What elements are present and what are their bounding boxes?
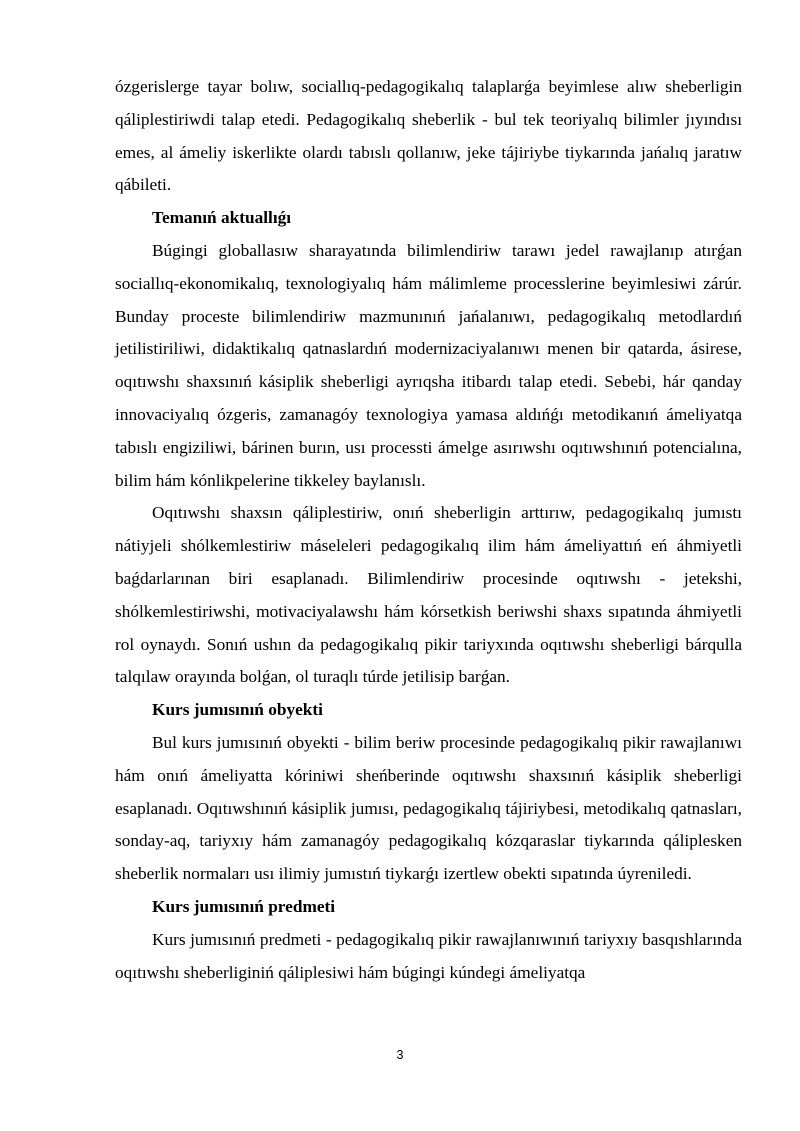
page-number: 3 — [396, 1048, 404, 1062]
paragraph-intro: ózgerislerge tayar bolıw, sociallıq-pedagogikalıq talaplarǵa beyimlesе alıw sheberligin qáliplestiriwdi talap etedi. Pedagogikalıq sheberlik - bul tek teoriyalıq bilimler jıyındısı emes, al ámeliy iskerlikte olardı tabıslı qollanıw, jeke tájiriybe tiykarında jańalıq jaratıw qábileti. — [115, 77, 742, 195]
document-body — [115, 71, 742, 989]
paragraph-object: Bul kurs jumısınıń obyekti - bilim beriw procesinde pedagogikalıq pikir rawajlanıwı hám onıń ámeliyatta kóriniwi sheńberinde oqıtıwshı shaxsınıń kásiplik sheberligi esaplanadı. Oqıtıwshınıń kásiplik jumısı, pedagogikalıq tájiriybesi, metodikalıq qatnasları, sonday-aq, tariyxıy hám zamanagóy pedagogikalıq kózqaraslar tiykarında qáliplesken sheberlik normaları usı ilimiy jumıstıń tiykarǵı izertlew obekti sıpatında úyreniledi. — [115, 732, 742, 884]
paragraph-actuality-2: Oqıtıwshı shaxsın qáliplestiriw, onıń sheberligin arttırıw, pedagogikalıq jumıstı nátiyjeli shólkemlestiriw máseleleri pedagogikalıq ilim hám ámeliyattıń eń áhmiyetli baǵdarlarınan biri esaplanadı. Bilimlendiriw procesinde oqıtıwshı - jetekshi, shólkemlestiriwshi, motivaciyalawshı hám kórsetkish beriwshi shaxs sıpatında áhmiyetli rol oynaydı. Sonıń ushın da pedagogikalıq pikir tariyxında oqıtıwshı sheberligi bárqulla talqılaw orayında bolǵan, ol turaqlı túrde jetilisip barǵan. — [115, 503, 742, 687]
heading-actuality: Temanıń aktuallıǵı — [152, 208, 292, 228]
paragraph-subject: Kurs jumısınıń predmeti - pedagogikalıq pikir rawajlanıwınıń tariyxıy basqıshlarında oqıtıwshı sheberliginiń qáliplesiwi hám búgingi kúndegi ámeliyatqa — [115, 929, 742, 982]
heading-subject: Kurs jumısınıń predmeti — [152, 896, 336, 916]
paragraph-actuality-1: Búgingi globallasıw sharayatında bilimlendiriw tarawı jedel rawajlanıp atırǵan sociallıq-ekonomikalıq, texnologiyalıq hám málimleme processlerine beyimlesiwi zárúr. Bunday proceste bilimlendiriw mazmunınıń jańalanıwı, pedagogikalıq metodlardıń jetilistiriliwi, didaktikalıq qatnaslardıń modernizaciyalanıwı menen bir qatarda, ásirese, oqıtıwshı shaxsınıń kásiplik sheberligi ayrıqsha itibardı talap etedi. Sebebi, hár qanday innovaciyalıq ózgeris, zamanagóy texnologiya yamasa aldıńǵı metodikanıń ámeliyatqa tabıslı engiziliwi, bárinen burın, usı processti ámelge asırıwshı oqıtıwshınıń potencialına, bilim hám kónlikpelerine tikkeley baylanıslı. — [115, 240, 742, 490]
heading-object: Kurs jumısınıń obyekti — [152, 700, 323, 720]
